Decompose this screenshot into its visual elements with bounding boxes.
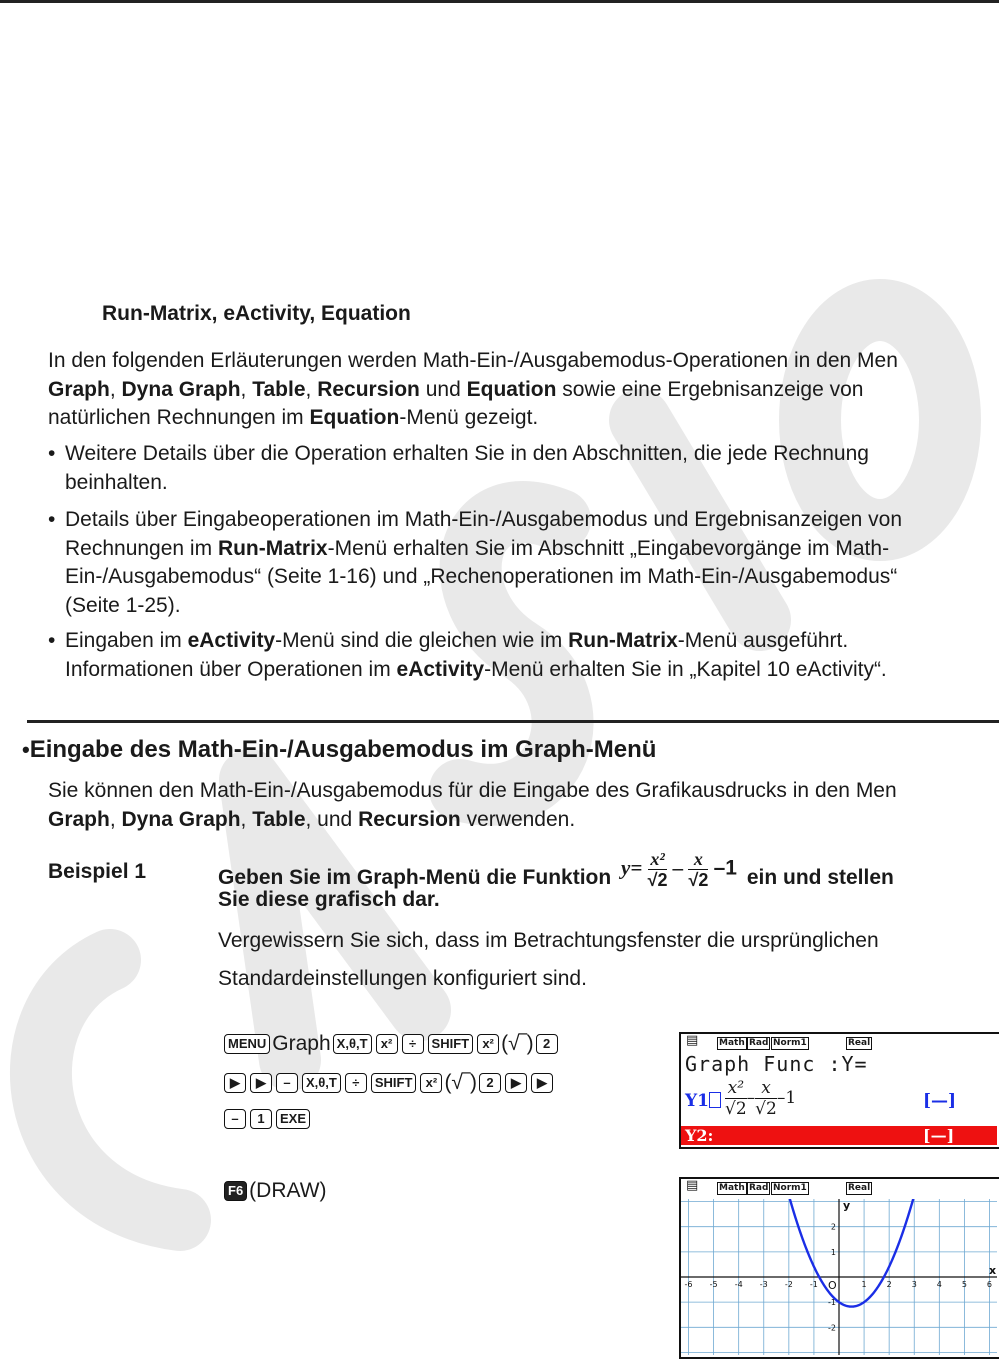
key-sequence-draw: F6 (DRAW) [222, 1176, 327, 1206]
x-tick-label: -5 [709, 1280, 718, 1289]
x-tick-label: 3 [911, 1280, 917, 1289]
menu-key: MENU [224, 1034, 270, 1054]
y2-row-selected: Y2: [—] [681, 1126, 997, 1145]
graph-menu-heading: •Eingabe des Math-Ein-/Ausgabemodus im Graph-Menü [22, 736, 657, 763]
x-tick-label: -4 [734, 1280, 743, 1289]
origin-label: O [828, 1279, 837, 1292]
y-tick-label: 1 [830, 1247, 836, 1257]
right-arrow-key: ▶ [505, 1073, 527, 1093]
example-title-line2: Sie diese grafisch dar. [218, 888, 440, 911]
y-axis-label: y [843, 1199, 851, 1212]
f6-key: F6 [224, 1181, 247, 1201]
xot-key: X,θ,T [333, 1034, 372, 1054]
x-tick-label: -3 [759, 1280, 768, 1289]
minus-key: – [224, 1109, 246, 1129]
exe-key: EXE [276, 1109, 310, 1129]
right-arrow-key: ▶ [531, 1073, 553, 1093]
example-formula: y= $\frac{\text{x²}}{√2}$ – $\frac{x}{√2}$ –1 [621, 849, 737, 890]
bullet-item-eactivity: • Eingaben im eActivity-Menü sind die gleichen wie im Run-Matrix-Menü ausgeführt. Informationen über Operationen im eActivity-Menü erhalten Sie in „Kapitel 10 eActivity“. [48, 629, 887, 681]
two-key: 2 [479, 1073, 501, 1093]
calculator-screen-graph-func [679, 1032, 999, 1149]
x-tick-label: 1 [861, 1280, 867, 1289]
x-tick-label: 6 [986, 1280, 993, 1289]
x-tick-label: -2 [784, 1280, 793, 1289]
two-key: 2 [536, 1034, 558, 1054]
calculator-screen-graph [679, 1177, 999, 1359]
x-tick-label: -6 [684, 1280, 693, 1289]
x-tick-label: -1 [809, 1280, 818, 1289]
y-tick-label: -2 [828, 1323, 836, 1333]
one-key: 1 [250, 1109, 272, 1129]
key-sequence-line2: ▶ ▶ – X,θ,T ÷ SHIFT x² (√‾) 2 ▶ ▶ [222, 1068, 555, 1098]
example-label: Beispiel 1 [48, 860, 147, 883]
key-sequence-line1: MENU Graph X,θ,T x² ÷ SHIFT x² (√‾) 2 [222, 1029, 560, 1059]
example-note-line1: Vergewissern Sie sich, dass im Betrachtungsfenster die ursprünglichen [218, 929, 879, 952]
fraction-key: ÷ [345, 1073, 367, 1093]
y1-select-marker [709, 1092, 721, 1108]
square-key: x² [477, 1034, 499, 1054]
xot-key: X,θ,T [302, 1073, 341, 1093]
bullet-item-run-matrix: • Details über Eingabeoperationen im Math-Ein-/Ausgabemodus und Ergebnisanzeigen von Rechnungen im Run-Matrix-Menü erhalten Sie im Abschnitt „Eingabevorgänge im Math- Ein-/Ausgabemodus“ (Seite 1-16) und „Rechenoperationen im Math-Ein-/Ausgabemodus“ (Seite 1-25). [48, 508, 903, 617]
x-tick-label: 5 [961, 1280, 967, 1289]
graph-menu-paragraph: Sie können den Math-Ein-/Ausgabemodus für die Eingabe des Grafikausdrucks in den Men Graph, Dyna Graph, Table, und Recursion verwenden. [48, 779, 897, 831]
shift-key: SHIFT [371, 1073, 417, 1093]
right-arrow-key: ▶ [224, 1073, 246, 1093]
y-tick-label: -1 [828, 1298, 836, 1308]
bullet-item-details: • Weitere Details über die Operation erhalten Sie in den Abschnitten, die jede Rechnung beinhalten. [48, 442, 869, 494]
right-arrow-key: ▶ [250, 1073, 272, 1093]
status-bar: ▤ Math Rad Norm1 Real [686, 1178, 871, 1193]
key-sequence-line3 [222, 1104, 312, 1134]
document-icon: ▤ [686, 1033, 699, 1048]
x-tick-label: 4 [936, 1280, 942, 1289]
example-title: Geben Sie im Graph-Menü die Funktion y= $\frac{\text{x²}}{√2}$ – $\frac{x}{√2}$ –1 ein und stellen [218, 849, 894, 890]
intro-paragraph: In den folgenden Erläuterungen werden Math-Ein-/Ausgabemodus-Operationen in den Men Graph, Dyna Graph, Table, Recursion und Equation sowie eine Ergebnisanzeige von natürlichen Rechnungen im Equation-Menü gezeigt. [48, 349, 898, 429]
y1-row: Y1 $\frac{\text{x²}}{√2}$ – $\frac{x}{√2}$ –1 [—] [685, 1078, 957, 1119]
screen-title: Graph Func :Y= [685, 1052, 868, 1076]
square-key: x² [376, 1034, 398, 1054]
function-graph [681, 1199, 997, 1355]
section-divider [27, 720, 999, 723]
example-note-line2: Standardeinstellungen konfiguriert sind. [218, 967, 587, 990]
status-bar: ▤ Math Rad Norm1 Real [686, 1033, 871, 1048]
section-heading: Run-Matrix, eActivity, Equation [102, 302, 411, 325]
fraction-key: ÷ [402, 1034, 424, 1054]
square-key: x² [420, 1073, 442, 1093]
shift-key: SHIFT [428, 1034, 474, 1054]
x-tick-label: 2 [886, 1280, 892, 1289]
x-axis-label: x [989, 1264, 997, 1277]
y-tick-label: 2 [830, 1222, 836, 1232]
document-icon: ▤ [686, 1178, 699, 1193]
function-curve [789, 1199, 914, 1307]
minus-key: – [276, 1073, 298, 1093]
